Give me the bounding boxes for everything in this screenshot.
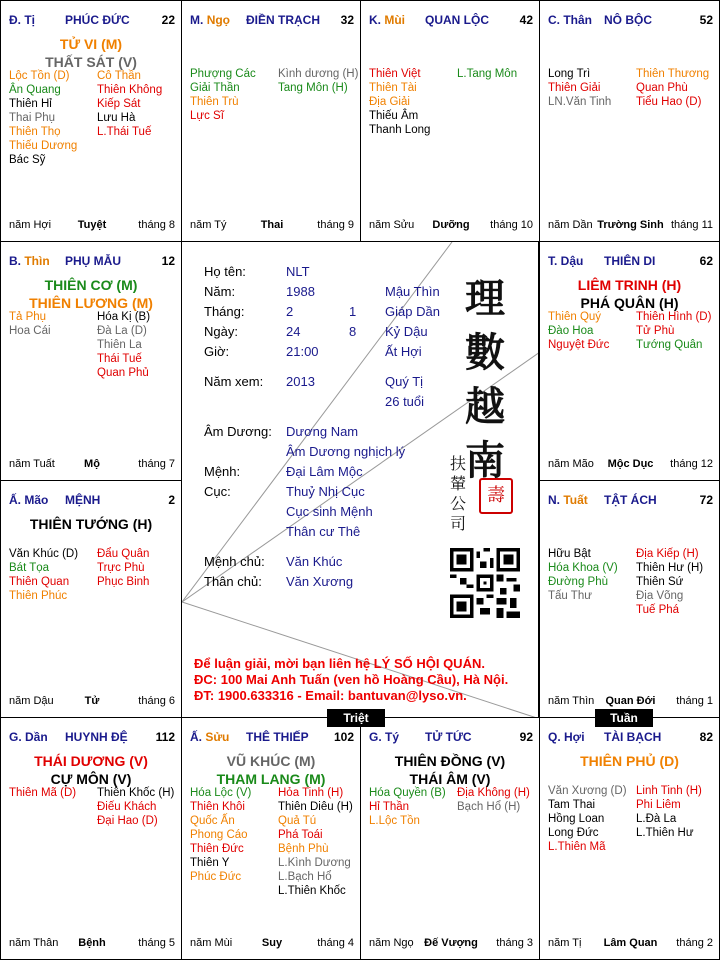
minor-star: Thiên Diêu (H): [278, 801, 353, 813]
palace-footer: [369, 937, 533, 951]
palace-header: [548, 254, 713, 270]
palace-thin[interactable]: [0, 241, 182, 481]
palace-branch: Ấ. Mão: [9, 493, 49, 507]
palace-footer: [9, 219, 175, 233]
minor-star: Thiên Khôi: [190, 801, 245, 813]
palace-footer: [548, 458, 713, 472]
palace-hoi[interactable]: [539, 717, 720, 960]
main-star: THIÊN PHỦ (D): [580, 753, 679, 769]
name-row: Họ tên:: [204, 264, 246, 279]
day-label: Ngày:: [204, 324, 238, 339]
palace-branch-element: Thìn: [24, 254, 50, 268]
minor-stars-left: [369, 67, 430, 137]
palace-month: tháng 11: [670, 219, 713, 231]
minor-star: L.Tang Môn: [457, 68, 518, 80]
amduong-note: Âm Dương nghịch lý: [286, 444, 406, 459]
minor-stars-right: [457, 67, 517, 81]
minor-star: Đà La (D): [97, 325, 147, 337]
minor-star: Thiên Giải: [548, 82, 601, 94]
calligraphy: 理數越南: [465, 275, 505, 484]
minor-stars-left: [190, 67, 256, 123]
year-can: Mậu Thìn: [385, 284, 440, 299]
palace-name: HUYNH ĐỆ: [65, 730, 128, 744]
minor-star: L.Kình Dương: [278, 857, 351, 869]
palace-branch: N. Tuất: [548, 493, 588, 507]
palace-month: tháng 8: [138, 219, 175, 231]
day-value: 24: [286, 324, 301, 339]
minor-stars-left: [190, 786, 251, 884]
minor-star: Tử Phù: [636, 325, 675, 337]
tuan-tag: Tuần: [595, 709, 653, 727]
main-stars: [361, 752, 539, 788]
minor-stars-left: [548, 784, 627, 854]
minor-stars-left: [548, 67, 611, 109]
minor-stars-left: [369, 786, 446, 828]
palace-branch: Q. Hợi: [548, 730, 585, 744]
palace-ti[interactable]: [0, 0, 182, 242]
minor-star: Bạch Hổ (H): [457, 801, 521, 813]
palace-name: THÊ THIẾP: [246, 730, 309, 744]
palace-name: MỆNH: [65, 493, 101, 507]
minor-star: Quốc Ấn: [190, 815, 235, 827]
palace-stage: Tuyệt: [77, 219, 107, 231]
minor-star: Lộc Tồn (D): [9, 70, 70, 82]
minor-star: Địa Võng: [636, 590, 684, 602]
palace-name: PHỤ MẪU: [65, 254, 121, 268]
menh-value: Đại Lâm Mộc: [286, 464, 363, 479]
palace-branch: K. Mùi: [369, 13, 406, 27]
minor-star: Tướng Quân: [636, 339, 703, 351]
palace-footer: [369, 219, 533, 233]
palace-number: 112: [155, 730, 175, 744]
palace-footer: [548, 695, 713, 709]
minor-star: Tiểu Hao (D): [636, 96, 702, 108]
main-star: THÁI DƯƠNG (V): [34, 753, 148, 769]
main-star: THIÊN LƯƠNG (M): [29, 295, 153, 311]
palace-month: tháng 4: [317, 937, 354, 949]
palace-header: [369, 730, 533, 746]
minor-star: Văn Xương (D): [548, 785, 627, 797]
palace-month: tháng 9: [317, 219, 354, 231]
palace-branch-element: Tuất: [563, 493, 588, 507]
main-star: LIÊM TRINH (H): [577, 277, 682, 293]
minor-stars-left: [9, 69, 77, 167]
minor-star: Thiên Thọ: [9, 126, 61, 138]
palace-stage: Lâm Quan: [603, 937, 658, 949]
minor-star: Thiên Hỉ: [9, 98, 52, 110]
palace-tuat[interactable]: [539, 480, 720, 718]
minor-star: Thiên Đức: [190, 843, 244, 855]
palace-year: năm Sửu: [369, 219, 415, 231]
month-can: Giáp Dần: [385, 304, 440, 319]
palace-stage: Đế Vượng: [424, 937, 478, 949]
palace-branch: C. Thân: [548, 13, 592, 27]
minor-star: Thiên Việt: [369, 68, 421, 80]
minor-star: Thiên Trù: [190, 96, 239, 108]
palace-name: TỬ TỨC: [425, 730, 472, 744]
palace-header: [190, 730, 354, 746]
minor-star: Kình dương (H): [278, 68, 359, 80]
palace-header: [548, 730, 713, 746]
view-year-label: Năm xem:: [204, 374, 264, 389]
main-stars: [1, 276, 181, 312]
minor-star: Phá Toái: [278, 829, 323, 841]
palace-year: năm Tý: [190, 219, 227, 231]
minor-star: Hồng Loan: [548, 813, 605, 825]
menh-label: Mệnh:: [204, 464, 241, 479]
palace-footer: [9, 458, 175, 472]
main-star: THIÊN ĐỒNG (V): [394, 753, 506, 769]
minor-star: Văn Khúc (D): [9, 548, 79, 560]
palace-branch: G. Dần: [9, 730, 48, 744]
palace-header: [548, 13, 713, 29]
minor-star: Thái Tuế: [97, 353, 142, 365]
minor-stars-left: [9, 547, 78, 603]
minor-star: Long Đức: [548, 827, 599, 839]
minor-star: Điếu Khách: [97, 801, 157, 813]
palace-month: tháng 10: [490, 219, 533, 231]
palace-name: QUAN LỘC: [425, 13, 489, 27]
palace-year: năm Tị: [548, 937, 582, 949]
palace-stage: Bệnh: [78, 937, 106, 949]
minor-star: Thanh Long: [369, 124, 431, 136]
hour-value: 21:00: [286, 344, 319, 359]
minor-star: Quan Phủ: [97, 367, 149, 379]
palace-number: 12: [161, 254, 175, 268]
palace-stage: Tử: [84, 695, 100, 707]
minor-star: L.Lộc Tồn: [369, 815, 420, 827]
palace-footer: [548, 937, 713, 951]
palace-name: TÀI BẠCH: [604, 730, 662, 744]
palace-header: [9, 493, 175, 509]
palace-number: 42: [519, 13, 533, 27]
main-star: TỬ VI (M): [59, 36, 123, 52]
minor-star: Hoa Cái: [9, 325, 51, 337]
minor-stars-left: [548, 547, 618, 603]
palace-name: NÔ BỘC: [604, 13, 652, 27]
palace-ngo[interactable]: [181, 0, 361, 242]
palace-name: ĐIỀN TRẠCH: [246, 13, 320, 27]
minor-star: Thiên La: [97, 339, 142, 351]
palace-branch: B. Thìn: [9, 254, 50, 268]
palace-stage: Mộ: [84, 458, 100, 470]
minor-star: Hóa Quyền (B): [369, 787, 446, 799]
palace-branch: Đ. Tị: [9, 13, 35, 27]
palace-branch: G. Tý: [369, 730, 400, 744]
hour-can: Ất Hợi: [385, 344, 422, 359]
minor-star: Thiếu Âm: [369, 110, 419, 122]
minor-stars-right: [278, 67, 358, 95]
palace-footer: [190, 937, 354, 951]
side-calligraphy: 扶輦公司: [450, 454, 467, 533]
main-star: CỰ MÔN (V): [50, 771, 132, 787]
palace-stage: Suy: [261, 937, 283, 949]
palace-year: năm Tuất: [9, 458, 55, 470]
view-year-value: 2013: [286, 374, 315, 389]
palace-name: TẬT ÁCH: [604, 493, 657, 507]
minor-star: Địa Không (H): [457, 787, 530, 799]
palace-month: tháng 5: [138, 937, 175, 949]
minor-star: L.Bạch Hổ: [278, 871, 332, 883]
minor-star: Phượng Các: [190, 68, 256, 80]
palace-footer: [548, 219, 713, 233]
minor-star: Lực Sĩ: [190, 110, 224, 122]
minor-star: Thiên Thương: [636, 68, 710, 80]
minor-stars-right: [457, 786, 530, 814]
main-stars: [182, 752, 360, 788]
minor-star: Tuế Phá: [636, 604, 680, 616]
palace-year: năm Thân: [9, 937, 59, 949]
palace-year: năm Hợi: [9, 219, 52, 231]
main-star: THIÊN TƯỚNG (H): [29, 516, 153, 532]
palace-number: 62: [699, 254, 713, 268]
minor-star: Bác Sỹ: [9, 154, 46, 166]
main-star: VŨ KHÚC (M): [226, 753, 316, 769]
contact-line-3[interactable]: ĐT: 1900.633316 - Email: bantuvan@lyso.vn.: [194, 688, 467, 703]
amduong-value: Dương Nam: [286, 424, 359, 439]
minor-star: Thiên Sứ: [636, 576, 684, 588]
minor-star: Tả Phụ: [9, 311, 47, 323]
palace-number: 32: [340, 13, 354, 27]
minor-star: L.Thiên Hư: [636, 827, 694, 839]
cuc-label: Cục:: [204, 484, 231, 499]
main-stars: [1, 35, 181, 71]
minor-star: Phục Binh: [97, 576, 150, 588]
than-chu-label: Thân chủ:: [204, 574, 262, 589]
palace-header: [190, 13, 354, 29]
palace-than[interactable]: [539, 0, 720, 242]
main-star: PHÁ QUÂN (H): [580, 295, 679, 311]
minor-star: Cô Thần: [97, 70, 141, 82]
minor-star: Tang Môn (H): [278, 82, 348, 94]
palace-header: [9, 254, 175, 270]
minor-stars-right: [636, 310, 711, 352]
minor-star: Đẩu Quân: [97, 548, 150, 560]
minor-stars-right: [278, 786, 353, 898]
main-stars: [540, 276, 719, 312]
minor-stars-left: [9, 310, 51, 338]
year-value: 1988: [286, 284, 315, 299]
minor-star: L.Đà La: [636, 813, 677, 825]
minor-star: Thiên Y: [190, 857, 230, 869]
palace-stage: Dưỡng: [432, 219, 470, 231]
palace-stage: Thai: [260, 219, 284, 231]
palace-footer: [190, 219, 354, 233]
palace-header: [9, 13, 175, 29]
minor-star: Ân Quang: [9, 84, 61, 96]
palace-number: 22: [161, 13, 175, 27]
minor-star: Thiên Không: [97, 84, 163, 96]
palace-header: [369, 13, 533, 29]
minor-star: Đào Hoa: [548, 325, 594, 337]
minor-star: Thiên Hình (D): [636, 311, 712, 323]
than-chu-value: Văn Xương: [286, 574, 354, 589]
minor-star: Hóa Kị (B): [97, 311, 151, 323]
palace-number: 72: [699, 493, 713, 507]
amduong-label: Âm Dương:: [204, 424, 272, 439]
minor-star: Hóa Lộc (V): [190, 787, 252, 799]
minor-star: L.Thiên Mã: [548, 841, 606, 853]
minor-star: Phi Liêm: [636, 799, 681, 811]
palace-number: 102: [333, 730, 354, 744]
minor-star: Thiên Mã (D): [9, 787, 77, 799]
minor-stars-left: [548, 310, 609, 352]
minor-stars-right: [97, 310, 150, 380]
palace-stage: Quan Đới: [605, 695, 656, 707]
minor-star: Trực Phù: [97, 562, 145, 574]
cuc-note: Cục sinh Mệnh: [286, 504, 373, 519]
view-year-can: Quý Tị: [385, 374, 424, 389]
minor-stars-right: [636, 67, 709, 109]
minor-star: Giải Thần: [190, 82, 240, 94]
minor-star: Hỏa Tinh (H): [278, 787, 344, 799]
minor-star: Quan Phù: [636, 82, 688, 94]
minor-star: Phúc Đức: [190, 871, 242, 883]
than-cu: Thân cư Thê: [286, 524, 361, 539]
main-stars: [540, 752, 719, 770]
main-star: THÁI ÂM (V): [409, 771, 491, 787]
palace-month: tháng 1: [676, 695, 713, 707]
main-stars: [1, 515, 181, 533]
name-value: NLT: [286, 264, 310, 279]
palace-footer: [9, 695, 175, 709]
palace-number: 2: [168, 493, 175, 507]
main-star: THAM LANG (M): [216, 771, 326, 787]
qr-code-icon[interactable]: [450, 548, 520, 618]
minor-star: Thai Phụ: [9, 112, 56, 124]
minor-star: Bệnh Phù: [278, 843, 329, 855]
minor-star: Long Trì: [548, 68, 591, 80]
palace-branch-element: Mùi: [384, 13, 406, 27]
month-label: Tháng:: [204, 304, 245, 319]
main-star: THẤT SÁT (V): [45, 54, 137, 70]
palace-year: năm Mùi: [190, 937, 233, 949]
cuc-value: Thuỷ Nhị Cục: [286, 484, 365, 499]
minor-star: Thiên Khốc (H): [97, 787, 175, 799]
palace-branch-element: Ngọ: [206, 13, 231, 27]
minor-star: L.Thái Tuế: [97, 126, 152, 138]
palace-month: tháng 3: [496, 937, 533, 949]
minor-star: Bát Tọa: [9, 562, 50, 574]
day-lunar: 8: [349, 324, 357, 339]
main-star: THIÊN CƠ (M): [44, 277, 138, 293]
palace-stage: Mộc Dục: [607, 458, 654, 470]
day-can: Kỷ Dậu: [385, 324, 428, 339]
minor-stars-left: [9, 786, 76, 800]
minor-star: Phong Cáo: [190, 829, 248, 841]
palace-number: 52: [699, 13, 713, 27]
minor-star: Kiếp Sát: [97, 98, 141, 110]
palace-suu[interactable]: [181, 717, 361, 960]
minor-star: LN.Văn Tinh: [548, 96, 612, 108]
palace-dau[interactable]: [539, 241, 720, 481]
minor-star: Thiên Quan: [9, 576, 70, 588]
palace-name: PHÚC ĐỨC: [65, 13, 130, 27]
palace-year: năm Dần: [548, 219, 593, 231]
month-lunar: 1: [349, 304, 357, 319]
minor-stars-right: [97, 69, 162, 139]
palace-year: năm Mão: [548, 458, 594, 470]
menh-chu-label: Mệnh chủ:: [204, 554, 265, 569]
minor-star: Địa Kiếp (H): [636, 548, 699, 560]
minor-star: Linh Tinh (H): [636, 785, 702, 797]
minor-star: Hóa Khoa (V): [548, 562, 618, 574]
minor-stars-right: [97, 547, 149, 589]
palace-number: 82: [699, 730, 713, 744]
palace-stage: Trường Sinh: [597, 219, 664, 231]
palace-branch: T. Dậu: [548, 254, 584, 268]
palace-year: năm Dậu: [9, 695, 54, 707]
minor-star: Tấu Thư: [548, 590, 592, 602]
palace-branch: M. Ngọ: [190, 13, 231, 27]
minor-star: Lưu Hà: [97, 112, 136, 124]
minor-star: Đường Phù: [548, 576, 608, 588]
palace-branch: Ấ. Sửu: [190, 730, 230, 744]
minor-star: Thiên Hư (H): [636, 562, 704, 574]
minor-star: L.Thiên Khốc: [278, 885, 346, 897]
palace-mui[interactable]: [360, 0, 540, 242]
minor-star: Thiên Quý: [548, 311, 602, 323]
palace-header: [548, 493, 713, 509]
palace-header: [9, 730, 175, 746]
palace-month: tháng 2: [676, 937, 713, 949]
minor-star: Thiên Phúc: [9, 590, 68, 602]
palace-name: THIÊN DI: [604, 254, 656, 268]
minor-star: Địa Giải: [369, 96, 410, 108]
palace-year: năm Ngọ: [369, 937, 414, 949]
minor-star: Thiếu Dương: [9, 140, 78, 152]
palace-number: 92: [519, 730, 533, 744]
hour-label: Giờ:: [204, 344, 230, 359]
minor-star: Quả Tú: [278, 815, 317, 827]
triet-tag: Triệt: [327, 709, 385, 727]
year-label: Năm:: [204, 284, 236, 299]
minor-star: Thiên Tài: [369, 82, 417, 94]
palace-month: tháng 12: [670, 458, 713, 470]
contact-line-1: Để luận giải, mời bạn liên hệ LÝ SỐ HỘI QUÁN.: [194, 656, 485, 671]
main-stars: [1, 752, 181, 788]
minor-star: Nguyệt Đức: [548, 339, 610, 351]
month-value: 2: [286, 304, 294, 319]
minor-star: Đại Hao (D): [97, 815, 158, 827]
palace-month: tháng 6: [138, 695, 175, 707]
red-seal-icon: 壽: [479, 478, 513, 514]
menh-chu-value: Văn Khúc: [286, 554, 343, 569]
chart-center-info: [181, 241, 539, 718]
palace-year: năm Thìn: [548, 695, 595, 707]
palace-mao[interactable]: [0, 480, 182, 718]
minor-star: Tam Thai: [548, 799, 596, 811]
age: 26 tuổi: [385, 394, 425, 409]
minor-stars-right: [636, 547, 703, 617]
contact-info: [194, 656, 508, 704]
minor-star: Hỉ Thần: [369, 801, 410, 813]
contact-line-2: ĐC: 100 Mai Anh Tuấn (ven hồ Hoàng Cầu), Hà Nội.: [194, 672, 509, 687]
palace-dan[interactable]: [0, 717, 182, 960]
palace-branch-element: Sửu: [205, 730, 230, 744]
minor-stars-right: [636, 784, 702, 840]
minor-stars-right: [97, 786, 174, 828]
palace-ty[interactable]: [360, 717, 540, 960]
palace-footer: [9, 937, 175, 951]
palace-month: tháng 7: [138, 458, 175, 470]
minor-star: Hữu Bật: [548, 548, 591, 560]
